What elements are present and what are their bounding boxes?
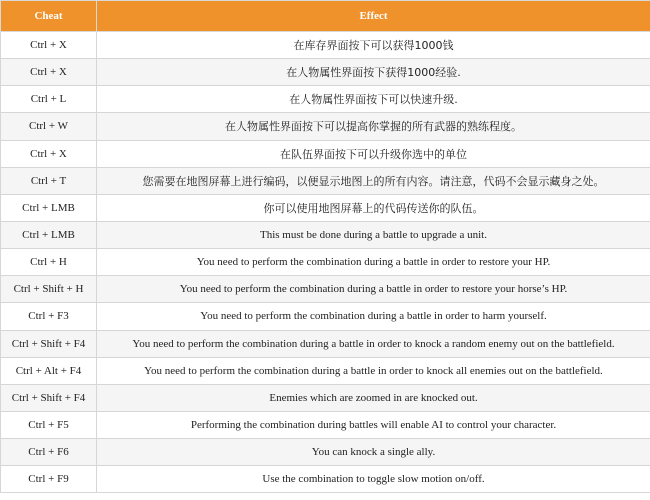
cheat-cell: Ctrl + W (1, 113, 97, 140)
effect-cell: You can knock a single ally. (97, 439, 650, 466)
header-cheat: Cheat (1, 1, 97, 32)
table-row (1, 32, 650, 59)
table-row (1, 330, 650, 357)
table-row (1, 466, 650, 493)
cheat-cell: Ctrl + T (1, 167, 97, 194)
cheat-cell: Ctrl + Alt + F4 (1, 357, 97, 384)
table-row (1, 303, 650, 330)
effect-cell: Performing the combination during battles will enable AI to control your character. (97, 411, 650, 438)
cheat-cell: Ctrl + F5 (1, 411, 97, 438)
cheat-cell: Ctrl + X (1, 59, 97, 86)
table-row (1, 276, 650, 303)
cheat-cell: Ctrl + Shift + F4 (1, 330, 97, 357)
effect-cell: 在人物属性界面按下可以提高你掌握的所有武器的熟练程度。 (97, 113, 650, 140)
table-row (1, 59, 650, 86)
effect-cell: You need to perform the combination during a battle in order to knock all enemies out on the battlefield. (97, 357, 650, 384)
table-row (1, 167, 650, 194)
table-body (1, 32, 650, 493)
cheat-cell: Ctrl + LMB (1, 221, 97, 248)
table-row (1, 113, 650, 140)
cheat-cell: Ctrl + X (1, 140, 97, 167)
effect-cell: 您需要在地图屏幕上进行编码，以便显示地图上的所有内容。请注意，代码不会显示藏身之处。 (97, 167, 650, 194)
cheat-cell: Ctrl + F6 (1, 439, 97, 466)
table-row (1, 439, 650, 466)
effect-cell: 在人物属性界面按下获得1000经验. (97, 59, 650, 86)
cheat-cell: Ctrl + X (1, 32, 97, 59)
table-row (1, 411, 650, 438)
cheat-cell: Ctrl + F3 (1, 303, 97, 330)
cheat-cell: Ctrl + LMB (1, 194, 97, 221)
table-row (1, 249, 650, 276)
effect-cell: 在队伍界面按下可以升级你选中的单位 (97, 140, 650, 167)
effect-cell: This must be done during a battle to upgrade a unit. (97, 221, 650, 248)
table-row (1, 384, 650, 411)
header-effect: Effect (97, 1, 650, 32)
effect-cell: 你可以使用地图屏幕上的代码传送你的队伍。 (97, 194, 650, 221)
header-row (1, 1, 650, 32)
table-row (1, 86, 650, 113)
effect-cell: You need to perform the combination during a battle in order to knock a random enemy out on the battlefield. (97, 330, 650, 357)
effect-cell: You need to perform the combination during a battle in order to restore your HP. (97, 249, 650, 276)
table-row (1, 140, 650, 167)
cheat-cell: Ctrl + H (1, 249, 97, 276)
effect-cell: 在人物属性界面按下可以快速升级. (97, 86, 650, 113)
cheat-cell: Ctrl + Shift + H (1, 276, 97, 303)
effect-cell: You need to perform the combination during a battle in order to harm yourself. (97, 303, 650, 330)
table-row (1, 221, 650, 248)
cheat-cell: Ctrl + Shift + F4 (1, 384, 97, 411)
table-row (1, 194, 650, 221)
effect-cell: 在库存界面按下可以获得1000钱 (97, 32, 650, 59)
effect-cell: You need to perform the combination during a battle in order to restore your horse’s HP. (97, 276, 650, 303)
table-header (1, 1, 650, 32)
cheat-cell: Ctrl + L (1, 86, 97, 113)
effect-cell: Use the combination to toggle slow motion on/off. (97, 466, 650, 493)
effect-cell: Enemies which are zoomed in are knocked out. (97, 384, 650, 411)
cheat-cell: Ctrl + F9 (1, 466, 97, 493)
table-row (1, 357, 650, 384)
